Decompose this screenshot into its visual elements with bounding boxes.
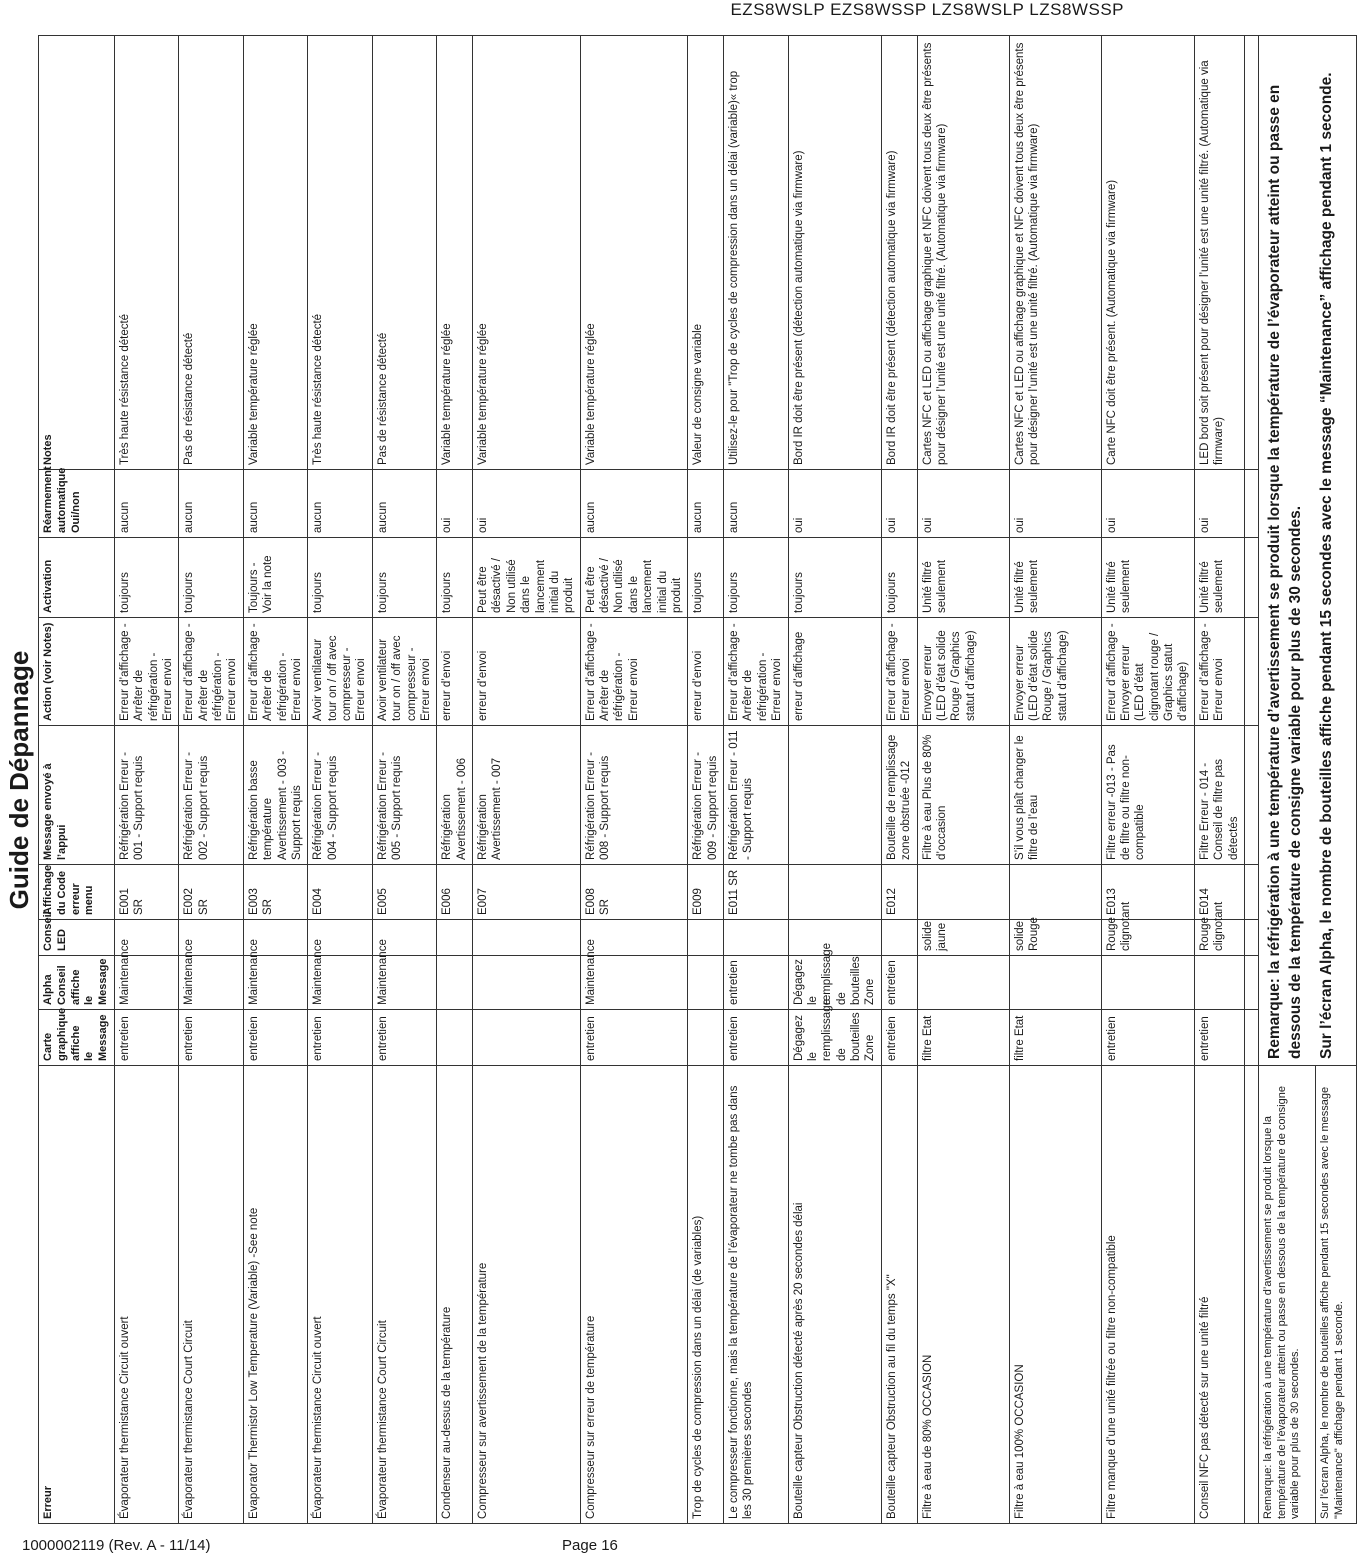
table-cell: Peut être désactivé / Non utilisé dans le lancement initial du produit — [580, 538, 688, 618]
table-cell: Très haute résistance détecté — [308, 36, 373, 470]
table-cell: Cartes NFC et LED ou affichage graphique et NFC doivent tous deux être présents pour désigner l’unité est une unité filtré. (Automatique via firmware) — [917, 36, 1009, 470]
table-cell: Réfrigération Erreur - 008 - Support requis — [580, 726, 688, 865]
table-cell — [881, 920, 917, 956]
table-cell: toujours — [437, 538, 473, 618]
col-header: Message envoyé à l’appui — [39, 726, 115, 865]
table-cell: aucun — [724, 470, 789, 538]
remark-big-2: Sur l’écran Alpha, le nombre de bouteilles affiche pendant 15 secondes avec le message “Maintenance” affichage pendant 1 seconde. — [1317, 72, 1335, 1059]
table-cell: Unité filtré seulement — [1194, 538, 1244, 618]
table-cell: aucun — [372, 470, 437, 538]
table-cell: toujours — [308, 538, 373, 618]
table-cell: Évaporateur thermistance Court Circuit — [372, 1066, 437, 1524]
table-cell: entretien — [243, 1010, 308, 1066]
table-cell: Réfrigération Erreur - 001 - Support requis — [114, 726, 179, 865]
table-cell: E001 SR — [114, 865, 179, 920]
table-cell: Filtre à eau Plus de 80% d’occasion — [917, 726, 1009, 865]
table-cell: entretien — [114, 1010, 179, 1066]
table-cell: Le compresseur fonctionne, mais la température de l’évaporateur ne tombe pas dans les 30 premières secondes — [724, 1066, 789, 1524]
table-cell: E014 — [1194, 865, 1244, 920]
table-cell: E003 SR — [243, 865, 308, 920]
table-row — [372, 36, 437, 1524]
table-cell — [473, 956, 581, 1010]
table-cell: Conseil NFC pas détecté sur une unité filtré — [1194, 1066, 1244, 1524]
table-cell: Maintenance — [580, 956, 688, 1010]
table-cell — [437, 956, 473, 1010]
table-cell — [788, 726, 881, 865]
table-cell: Avoir ventilateur tour on / off avec compresseur - Erreur envoi — [308, 618, 373, 726]
table-cell — [1244, 865, 1258, 920]
troubleshooting-table — [38, 35, 1357, 1524]
table-cell: E008 SR — [580, 865, 688, 920]
table-header-row — [39, 36, 115, 1524]
table-cell: Evaporator Thermistor Low Temperature (Variable) -See note — [243, 1066, 308, 1524]
table-cell: entretien — [881, 956, 917, 1010]
table-cell: toujours — [688, 538, 724, 618]
table-cell: Compresseur sur avertissement de la température — [473, 1066, 581, 1524]
table-cell: E013 — [1101, 865, 1194, 920]
table-cell: Bord IR doit être présent (détection automatique via firmware) — [881, 36, 917, 470]
table-cell — [1244, 36, 1258, 470]
table-cell — [1244, 726, 1258, 865]
table-cell — [917, 956, 1009, 1010]
table-row — [1009, 36, 1101, 1524]
table-row — [473, 36, 581, 1524]
table-cell — [788, 920, 881, 956]
table-cell: oui — [881, 470, 917, 538]
table-cell: oui — [1194, 470, 1244, 538]
table-cell: entretien — [881, 1010, 917, 1066]
col-header: Action (voir Notes) — [39, 618, 115, 726]
table-cell — [1244, 538, 1258, 618]
table-cell: Maintenance — [372, 956, 437, 1010]
table-cell — [473, 920, 581, 956]
col-header: Carte graphique affiche le Message — [39, 1010, 115, 1066]
table-cell: filtre Etat — [917, 1010, 1009, 1066]
remark-big-1: Remarque: la réfrigération à une température d’avertissement se produit lorsque la température de l’évaporateur atteint ou passe en dessous de la température de consigne variable pour plus de 30 secondes. — [1265, 84, 1304, 1059]
table-cell: Pas de résistance détecté — [179, 36, 244, 470]
col-header: Conseil LED — [39, 920, 115, 956]
table-cell: erreur d’envoi — [473, 618, 581, 726]
table-cell: oui — [473, 470, 581, 538]
table-cell: LED bord soit présent pour désigner l’unité est une unité filtré. (Automatique via firmware) — [1194, 36, 1244, 470]
table-cell: Maintenance — [179, 956, 244, 1010]
remark-small: Sur l’écran Alpha, le nombre de bouteilles affiche pendant 15 secondes avec le message "Maintenance" affichage pendant 1 seconde. — [1315, 1066, 1356, 1524]
table-cell: Envoyer erreur (LED d’état solide Rouge / Graphics statut d’affichage) — [917, 618, 1009, 726]
table-cell: Réfrigération Erreur - 011 - Support requis — [724, 726, 789, 865]
table-cell — [688, 956, 724, 1010]
table-row — [881, 36, 917, 1524]
table-cell: E012 — [881, 865, 917, 920]
table-cell: Rouge clignotant — [1101, 920, 1194, 956]
table-cell: Maintenance — [114, 956, 179, 1010]
table-cell: Erreur d’affichage - Arrêter de réfrigération - Erreur envoi — [724, 618, 789, 726]
table-cell: Variable température réglée — [437, 36, 473, 470]
table-cell — [1244, 956, 1258, 1010]
table-cell: Filtre à eau de 80% OCCASION — [917, 1066, 1009, 1524]
page-title: Guide de Dépannage — [4, 650, 34, 910]
table-cell: Erreur d’affichage - Arrêter de réfrigération - Erreur envoi — [243, 618, 308, 726]
table-cell: entretien — [372, 1010, 437, 1066]
table-row — [179, 36, 244, 1524]
table-cell: Peut être désactivé / Non utilisé dans le lancement initial du produit — [473, 538, 581, 618]
table-cell — [1009, 956, 1101, 1010]
table-cell: Avoir ventilateur tour on / off avec compresseur - Erreur envoi — [372, 618, 437, 726]
table-cell: Rouge clignotant — [1194, 920, 1244, 956]
table-cell: erreur d’envoi — [437, 618, 473, 726]
table-cell: toujours — [724, 538, 789, 618]
table-cell: Filtre manque d’une unité filtrée ou filtre non-compatible — [1101, 1066, 1194, 1524]
table-cell: E005 — [372, 865, 437, 920]
table-cell: Évaporateur thermistance Circuit ouvert — [308, 1066, 373, 1524]
table-cell — [688, 1010, 724, 1066]
table-cell: Toujours - Voir la note — [243, 538, 308, 618]
remark-row — [1258, 36, 1315, 1524]
table-cell: Réfrigération Avertissement - 007 — [473, 726, 581, 865]
table-cell: Bouteille de remplissage zone obstruée -012 — [881, 726, 917, 865]
table-cell: aucun — [243, 470, 308, 538]
table-cell — [688, 920, 724, 956]
table-cell — [437, 920, 473, 956]
table-cell: E006 — [437, 865, 473, 920]
col-header: Activation — [39, 538, 115, 618]
table-row — [1101, 36, 1194, 1524]
table-cell: oui — [917, 470, 1009, 538]
table-row — [1244, 36, 1258, 1524]
table-cell: Bord IR doit être présent (détection automatique via firmware) — [788, 36, 881, 470]
table-cell: Unité filtré seulement — [1101, 538, 1194, 618]
table-cell: Réfrigération Erreur - 004 - Support requis — [308, 726, 373, 865]
table-row — [724, 36, 789, 1524]
table-cell: Réfrigération Erreur - 009 - Support requis — [688, 726, 724, 865]
table-cell: E007 — [473, 865, 581, 920]
table-cell: toujours — [881, 538, 917, 618]
table-cell: erreur d’affichage — [788, 618, 881, 726]
table-cell: E009 — [688, 865, 724, 920]
table-cell — [1009, 865, 1101, 920]
table-cell: aucun — [688, 470, 724, 538]
table-cell: Erreur d’affichage - Erreur envoi — [881, 618, 917, 726]
col-header: Réarmement automatique Oui/non — [39, 470, 115, 538]
table-cell: Erreur d’affichage - Arrêter de réfrigération - Erreur envoi — [580, 618, 688, 726]
model-numbers: EZS8WSLP EZS8WSSP LZS8WSLP LZS8WSSP — [730, 0, 1124, 19]
table-cell — [1244, 920, 1258, 956]
table-cell: Unité filtré seulement — [917, 538, 1009, 618]
table-cell: solide Rouge — [1009, 920, 1101, 956]
remark-big — [1258, 36, 1356, 1066]
col-header: Alpha Conseil affiche le Message — [39, 956, 115, 1010]
table-cell — [437, 1010, 473, 1066]
table-cell: Variable température réglée — [243, 36, 308, 470]
table-cell: toujours — [788, 538, 881, 618]
table-cell: Erreur d’affichage - Arrêter de réfrigération - Erreur envoi — [179, 618, 244, 726]
table-cell: entretien — [1101, 1010, 1194, 1066]
table-cell: Envoyer erreur (LED d’état solide Rouge / Graphics statut d’affichage) — [1009, 618, 1101, 726]
table-cell: Bouteille capteur Obstruction détecté après 20 secondes délai — [788, 1066, 881, 1524]
table-cell: entretien — [724, 1010, 789, 1066]
remark-small: Remarque: la réfrigération à une température d’avertissement se produit lorsque la température de l’évaporateur atteint ou passe en dessous de la température de consigne variable pour plus de 30 secondes. — [1258, 1066, 1315, 1524]
table-row — [243, 36, 308, 1524]
table-cell — [473, 1010, 581, 1066]
col-header: Affichage du Code erreur menu — [39, 865, 115, 920]
troubleshooting-table-container — [38, 36, 1345, 1524]
col-header: Notes — [39, 36, 115, 470]
table-cell: oui — [1101, 470, 1194, 538]
table-cell — [1244, 618, 1258, 726]
table-cell: Cartes NFC et LED ou affichage graphique et NFC doivent tous deux être présents pour désigner l’unité est une unité filtré. (Automatique via firmware) — [1009, 36, 1101, 470]
table-cell: Carte NFC doit être présent. (Automatique via firmware) — [1101, 36, 1194, 470]
table-cell: aucun — [580, 470, 688, 538]
table-cell: Valeur de consigne variable — [688, 36, 724, 470]
table-cell: Compresseur sur erreur de température — [580, 1066, 688, 1524]
table-row — [1194, 36, 1244, 1524]
table-cell: E011 SR — [724, 865, 789, 920]
table-cell: Unité filtré seulement — [1009, 538, 1101, 618]
table-cell: Pas de résistance détecté — [372, 36, 437, 470]
table-cell — [788, 865, 881, 920]
table-cell — [724, 920, 789, 956]
table-cell: Variable température réglée — [580, 36, 688, 470]
table-row — [788, 36, 881, 1524]
page-number: Page 16 — [562, 1537, 618, 1554]
table-row — [114, 36, 179, 1524]
table-cell: Maintenance — [308, 956, 373, 1010]
table-cell: Condenseur au-dessus de la température — [437, 1066, 473, 1524]
table-cell: entretien — [580, 1010, 688, 1066]
table-cell — [917, 865, 1009, 920]
table-cell: toujours — [179, 538, 244, 618]
table-cell: Filtre erreur -013 - Pas de filtre ou filtre non-compatible — [1101, 726, 1194, 865]
table-cell: Réfrigération Avertissement - 006 — [437, 726, 473, 865]
table-cell: E002 SR — [179, 865, 244, 920]
table-cell: aucun — [179, 470, 244, 538]
table-cell: Trop de cycles de compression dans un délai (de variables) — [688, 1066, 724, 1524]
table-cell: S’il vous plaît changer le filtre de l’eau — [1009, 726, 1101, 865]
table-cell — [1244, 1066, 1258, 1524]
table-cell: entretien — [724, 956, 789, 1010]
table-cell: Erreur d’affichage - Arrêter de réfrigération - Erreur envoi — [114, 618, 179, 726]
table-cell: Utilisez-le pour "Trop de cycles de compression dans un délai (variable)« trop — [724, 36, 789, 470]
col-header: Erreur — [39, 1066, 115, 1524]
doc-number: 1000002119 (Rev. A - 11/14) — [22, 1537, 211, 1554]
table-cell: oui — [788, 470, 881, 538]
table-row — [437, 36, 473, 1524]
table-cell: toujours — [114, 538, 179, 618]
table-cell: solide jaune — [917, 920, 1009, 956]
table-cell: Variable température réglée — [473, 36, 581, 470]
table-cell: entretien — [179, 1010, 244, 1066]
table-cell: Évaporateur thermistance Court Circuit — [179, 1066, 244, 1524]
table-cell: erreur d’envoi — [688, 618, 724, 726]
table-cell: Bouteille capteur Obstruction au fil du temps "X" — [881, 1066, 917, 1524]
table-cell: Très haute résistance détecté — [114, 36, 179, 470]
table-cell: oui — [1009, 470, 1101, 538]
table-cell: Dégagez le remplissage de bouteilles Zone — [788, 1010, 881, 1066]
table-cell: Maintenance — [243, 956, 308, 1010]
table-row — [580, 36, 688, 1524]
table-row — [308, 36, 373, 1524]
table-row — [688, 36, 724, 1524]
table-cell: Réfrigération basse température Avertissement - 003 - Support requis — [243, 726, 308, 865]
table-cell: aucun — [114, 470, 179, 538]
table-cell — [1101, 956, 1194, 1010]
table-cell: aucun — [308, 470, 373, 538]
table-cell: Filtre Erreur - 014 - Conseil de filtre pas détectés — [1194, 726, 1244, 865]
table-cell — [1244, 470, 1258, 538]
table-cell: toujours — [372, 538, 437, 618]
table-cell: oui — [437, 470, 473, 538]
table-cell: E004 — [308, 865, 373, 920]
table-cell: filtre Etat — [1009, 1010, 1101, 1066]
table-cell: entretien — [1194, 1010, 1244, 1066]
table-cell: Erreur d’affichage - Envoyer erreur (LED d’état clignotant rouge / Graphics statut d’affichage) — [1101, 618, 1194, 726]
table-cell: Réfrigération Erreur - 002 - Support requis — [179, 726, 244, 865]
table-cell: Évaporateur thermistance Circuit ouvert — [114, 1066, 179, 1524]
table-cell: Filtre à eau 100% OCCASION — [1009, 1066, 1101, 1524]
table-cell — [1244, 1010, 1258, 1066]
table-cell — [1194, 956, 1244, 1010]
table-cell: Réfrigération Erreur - 005 - Support requis — [372, 726, 437, 865]
table-cell: entretien — [308, 1010, 373, 1066]
table-cell: Erreur d’affichage - Erreur envoi — [1194, 618, 1244, 726]
table-row — [917, 36, 1009, 1524]
table-cell: Dégagez le remplissage de bouteilles Zone — [788, 956, 881, 1010]
